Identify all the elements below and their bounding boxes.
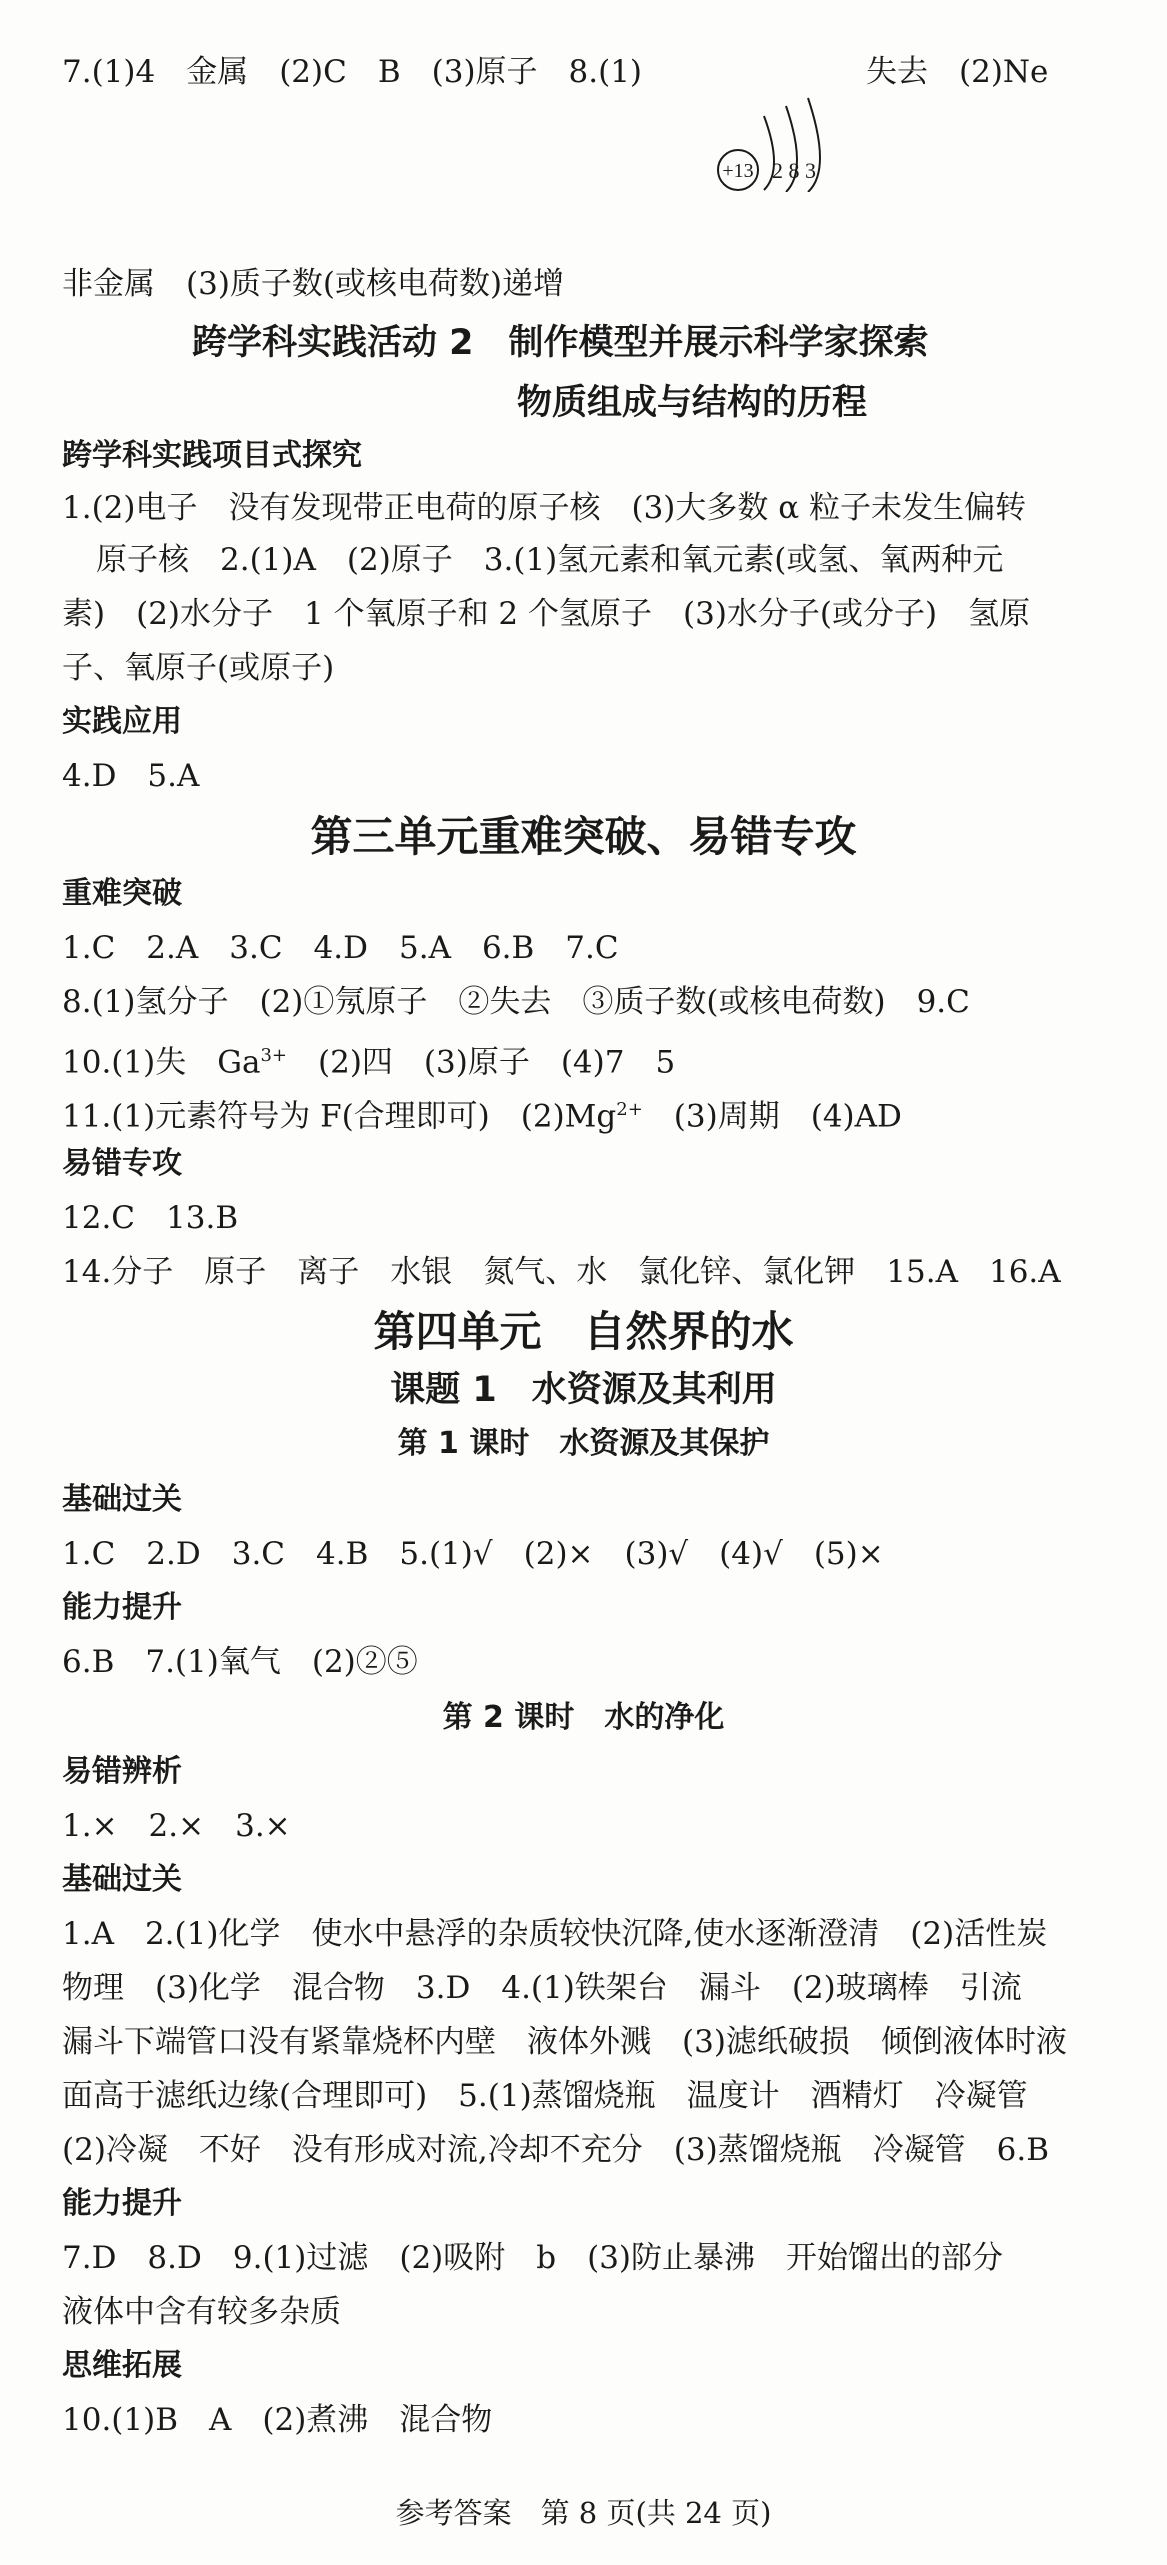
answer-text: (2)四 (3)原子 (4)7 5: [287, 1044, 676, 1081]
nucleus-charge: +13: [722, 160, 754, 182]
page-footer: 参考答案 第 8 页(共 24 页): [395, 2496, 772, 2530]
topic-heading: 课题 1 水资源及其利用: [390, 1370, 777, 1410]
answer-line: 子、氧原子(或原子): [62, 650, 335, 686]
lesson-heading: 第 2 课时 水的净化: [442, 1700, 725, 1735]
unit-heading: 第三单元重难突破、易错专攻: [310, 812, 857, 861]
answer-line: 面高于滤纸边缘(合理即可) 5.(1)蒸馏烧瓶 温度计 酒精灯 冷凝管: [62, 2078, 1028, 2114]
answer-line: 1.C 2.D 3.C 4.B 5.(1)√ (2)× (3)√ (4)√ (5)×: [62, 1536, 884, 1572]
answer-line: 原子核 2.(1)A (2)原子 3.(1)氢元素和氧元素(或氢、氧两种元: [96, 542, 1004, 578]
answer-line: 7.D 8.D 9.(1)过滤 (2)吸附 b (3)防止暴沸 开始馏出的部分: [62, 2240, 1004, 2276]
answer-line: 1.(2)电子 没有发现带正电荷的原子核 (3)大多数 α 粒子未发生偏转: [62, 490, 1027, 526]
answer-text: 失去 (2)Ne: [866, 54, 1049, 90]
answer-text: 11.(1)元素符号为 F(合理即可) (2)Mg: [62, 1098, 617, 1135]
answer-line: 1.C 2.A 3.C 4.D 5.A 6.B 7.C: [62, 930, 619, 966]
aluminum-atom-structure-diagram: [702, 82, 852, 192]
answer-line: 物理 (3)化学 混合物 3.D 4.(1)铁架台 漏斗 (2)玻璃棒 引流: [62, 1970, 1022, 2006]
activity-heading: 跨学科实践活动 2 制作模型并展示科学家探索: [192, 323, 929, 363]
section-label: 思维拓展: [62, 2348, 182, 2383]
answer-line: (2)冷凝 不好 没有形成对流,冷却不充分 (3)蒸馏烧瓶 冷凝管 6.B: [62, 2132, 1050, 2168]
answer-line: 14.分子 原子 离子 水银 氮气、水 氯化锌、氯化钾 15.A 16.A: [62, 1254, 1061, 1290]
section-label: 实践应用: [62, 704, 182, 739]
answer-text: 10.(1)失 Ga: [62, 1044, 261, 1081]
section-label: 基础过关: [62, 1482, 182, 1517]
section-label: 易错专攻: [62, 1146, 182, 1181]
section-label: 能力提升: [62, 2186, 182, 2221]
answer-line: 液体中含有较多杂质: [62, 2294, 341, 2330]
section-label: 跨学科实践项目式探究: [62, 438, 362, 473]
answer-line: 12.C 13.B: [62, 1200, 239, 1236]
answer-line: [866, 46, 1107, 98]
answer-line: [62, 258, 1107, 310]
section-label: 基础过关: [62, 1862, 182, 1897]
answer-line: 1.× 2.× 3.×: [62, 1808, 291, 1844]
answer-line: 8.(1)氢分子 (2)①氖原子 ②失去 ③质子数(或核电荷数) 9.C: [62, 984, 970, 1020]
answer-line: 1.A 2.(1)化学 使水中悬浮的杂质较快沉降,使水逐渐澄清 (2)活性炭: [62, 1916, 1048, 1952]
activity-heading: 物质组成与结构的历程: [517, 383, 868, 423]
answer-line: [62, 1084, 1107, 1142]
section-label: 能力提升: [62, 1590, 182, 1625]
answer-line: 素) (2)水分子 1 个氧原子和 2 个氢原子 (3)水分子(或分子) 氢原: [62, 596, 1031, 632]
answer-text: (3)周期 (4)AD: [642, 1098, 902, 1135]
answer-line: [62, 1030, 1107, 1088]
answer-text: 非金属 (3)质子数(或核电荷数)递增: [62, 266, 565, 302]
section-label: 易错辨析: [62, 1754, 182, 1789]
answer-line: 4.D 5.A: [62, 758, 200, 794]
ion-charge: 2+: [616, 1099, 643, 1120]
unit-heading: 第四单元 自然界的水: [373, 1307, 794, 1356]
ion-charge: 3+: [260, 1045, 288, 1066]
lesson-heading: 第 1 课时 水资源及其保护: [397, 1426, 770, 1461]
answer-text: 7.(1)4 金属 (2)C B (3)原子 8.(1): [62, 54, 643, 90]
answer-line: 漏斗下端管口没有紧靠烧杯内壁 液体外溅 (3)滤纸破损 倾倒液体时液: [62, 2024, 1067, 2060]
electron-shell-counts: 2 8 3: [772, 158, 816, 183]
answer-line: 6.B 7.(1)氧气 (2)②⑤: [62, 1644, 418, 1680]
section-label: 重难突破: [62, 876, 182, 911]
answer-line: 10.(1)B A (2)煮沸 混合物: [62, 2402, 493, 2438]
